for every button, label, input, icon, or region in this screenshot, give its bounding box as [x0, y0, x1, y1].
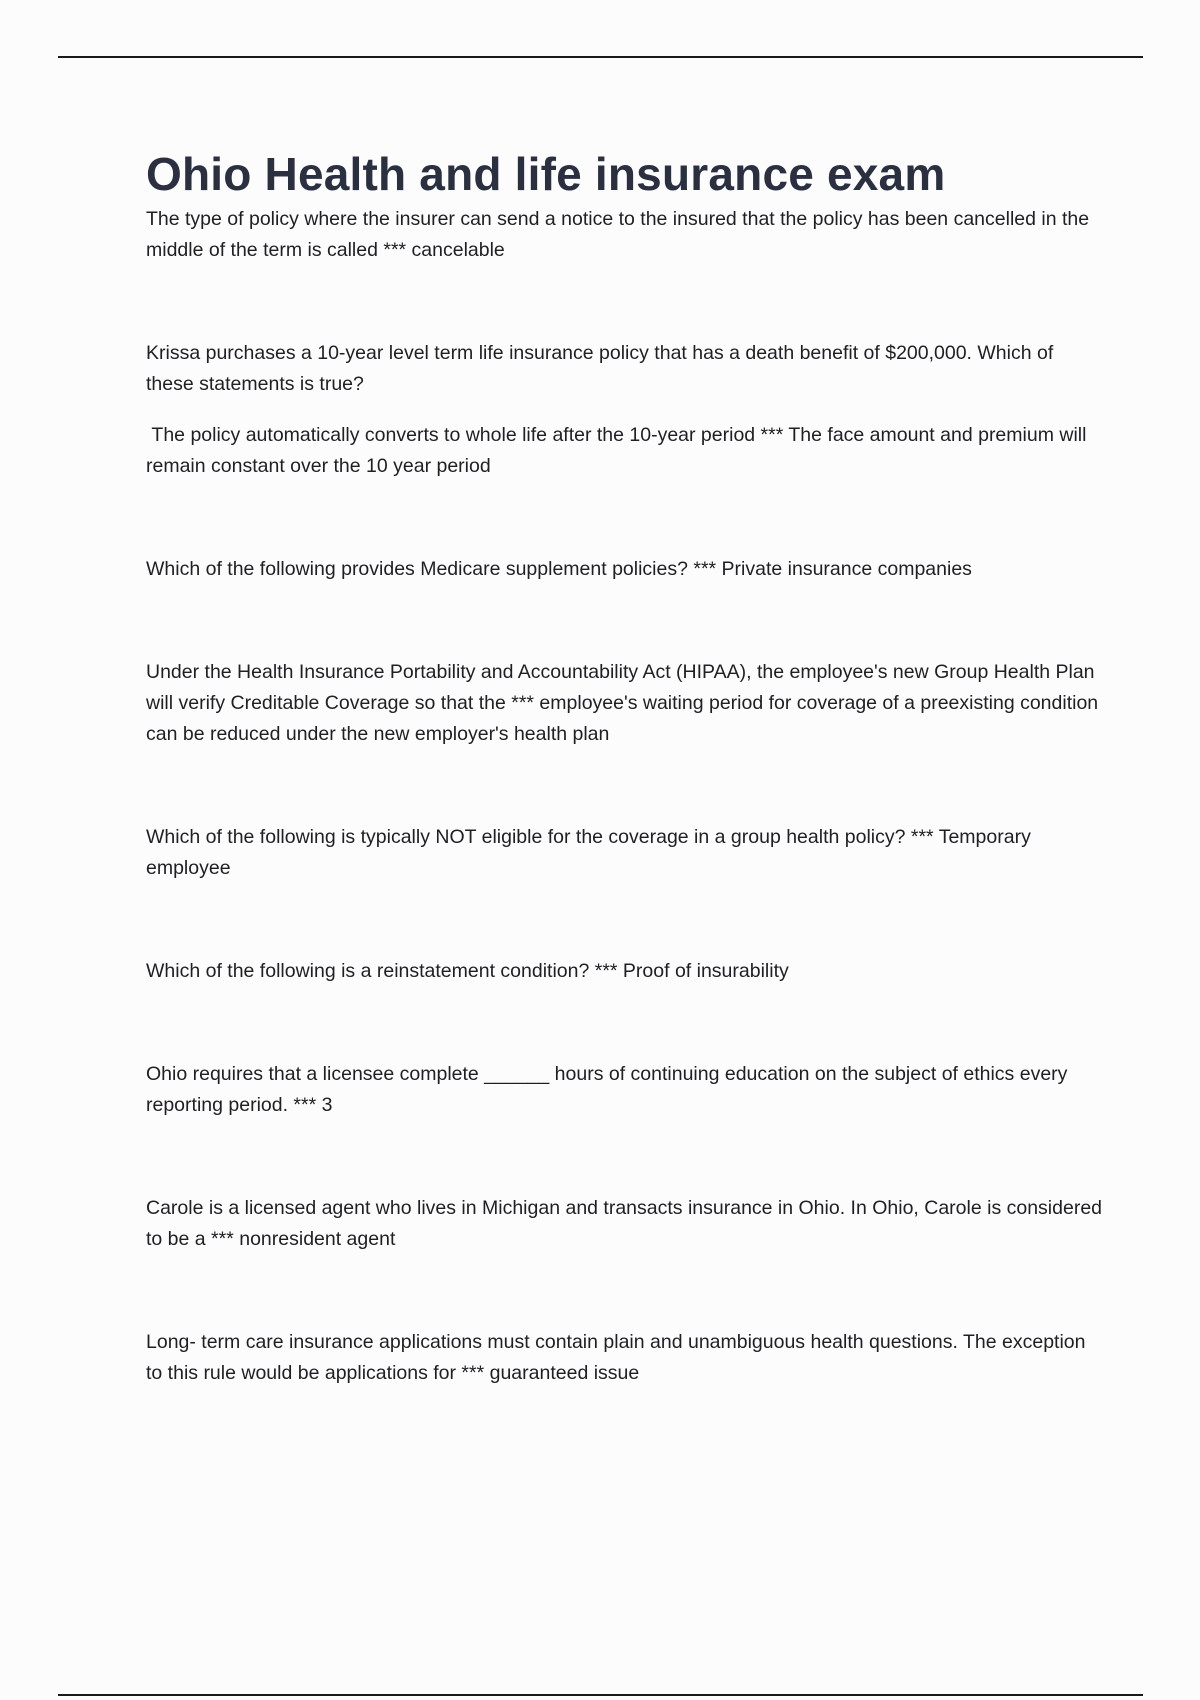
- qa-paragraph-10: Long- term care insurance applications must contain plain and unambiguous health questions. The exception to this rule would be applications for *** guaranteed issue: [146, 1331, 1086, 1384]
- top-rule: [58, 56, 1143, 58]
- qa-paragraph-5: Under the Health Insurance Portability and Accountability Act (HIPAA), the employee's new Group Health Plan will verify Creditable Coverage so that the *** employee's waiting period for coverage of a preexisting condition can be reduced under the new employer's health plan: [146, 661, 1099, 745]
- qa-paragraph-4: Which of the following provides Medicare supplement policies? *** Private insurance companies: [146, 558, 972, 580]
- document-body: [146, 148, 1106, 1389]
- qa-paragraph-3: The policy automatically converts to whole life after the 10-year period *** The face amount and premium will remain constant over the 10 year period: [146, 424, 1092, 477]
- bottom-rule: [58, 1694, 1143, 1696]
- qa-paragraph-9: Carole is a licensed agent who lives in Michigan and transacts insurance in Ohio. In Ohio, Carole is considered to be a *** nonresident agent: [146, 1197, 1103, 1250]
- page-title: Ohio Health and life insurance exam: [146, 148, 946, 200]
- qa-paragraph-7: Which of the following is a reinstatement condition? *** Proof of insurability: [146, 960, 789, 982]
- qa-paragraph-2: Krissa purchases a 10-year level term life insurance policy that has a death benefit of $200,000. Which of these statements is true?: [146, 342, 1054, 395]
- qa-paragraph-1: The type of policy where the insurer can send a notice to the insured that the policy has been cancelled in the middle of the term is called *** cancelable: [146, 208, 1090, 261]
- qa-paragraph-8: Ohio requires that a licensee complete ______ hours of continuing education on the subject of ethics every reporting period. *** 3: [146, 1063, 1068, 1116]
- qa-paragraph-6: Which of the following is typically NOT eligible for the coverage in a group health policy? *** Temporary employee: [146, 826, 1031, 879]
